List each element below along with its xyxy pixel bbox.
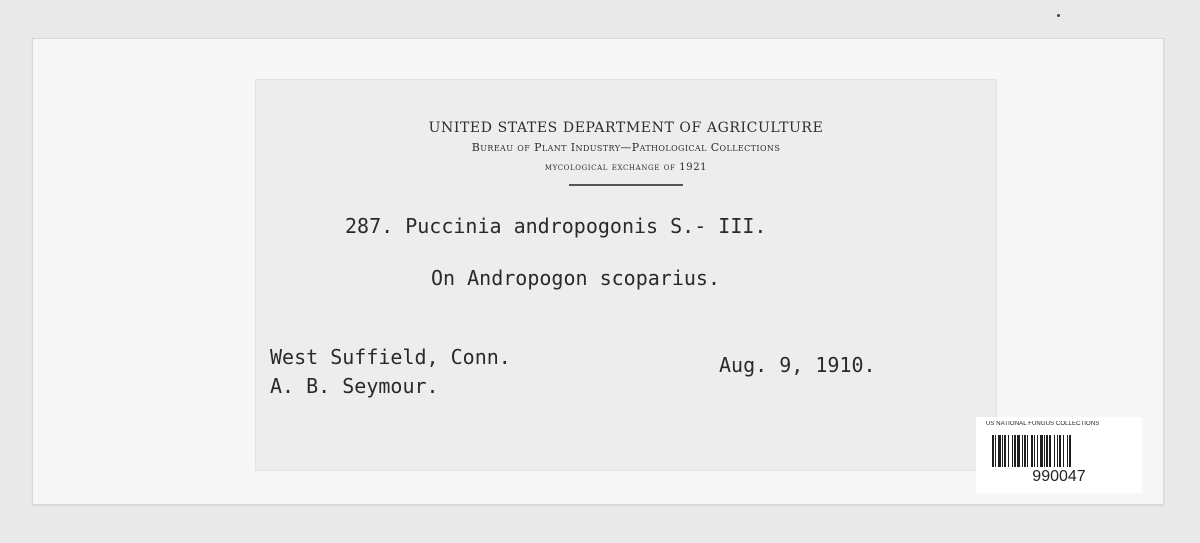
letterhead-department: UNITED STATES DEPARTMENT OF AGRICULTURE <box>428 120 824 136</box>
barcode-caption: US NATIONAL FUNGUS COLLECTIONS <box>986 421 1100 427</box>
letterhead <box>376 119 876 186</box>
collection-date: Aug. 9, 1910. <box>719 353 876 377</box>
letterhead-rule <box>569 184 683 186</box>
host-plant: On Andropogon scoparius. <box>431 266 720 290</box>
specimen-label <box>255 79 997 471</box>
collection-locality: West Suffield, Conn. <box>270 345 511 369</box>
letterhead-bureau: Bureau of Plant Industry—Pathological Collections <box>471 141 781 154</box>
collector-name: A. B. Seymour. <box>270 374 439 398</box>
species-name: 287. Puccinia andropogonis S.- III. <box>345 214 767 238</box>
herbarium-sheet <box>32 38 1164 505</box>
catalog-number: 990047 <box>1032 468 1086 485</box>
dust-speck <box>1057 14 1060 17</box>
barcode-icon <box>992 435 1126 467</box>
barcode-label <box>976 417 1142 493</box>
letterhead-exchange: mycological exchange of 1921 <box>544 162 708 173</box>
